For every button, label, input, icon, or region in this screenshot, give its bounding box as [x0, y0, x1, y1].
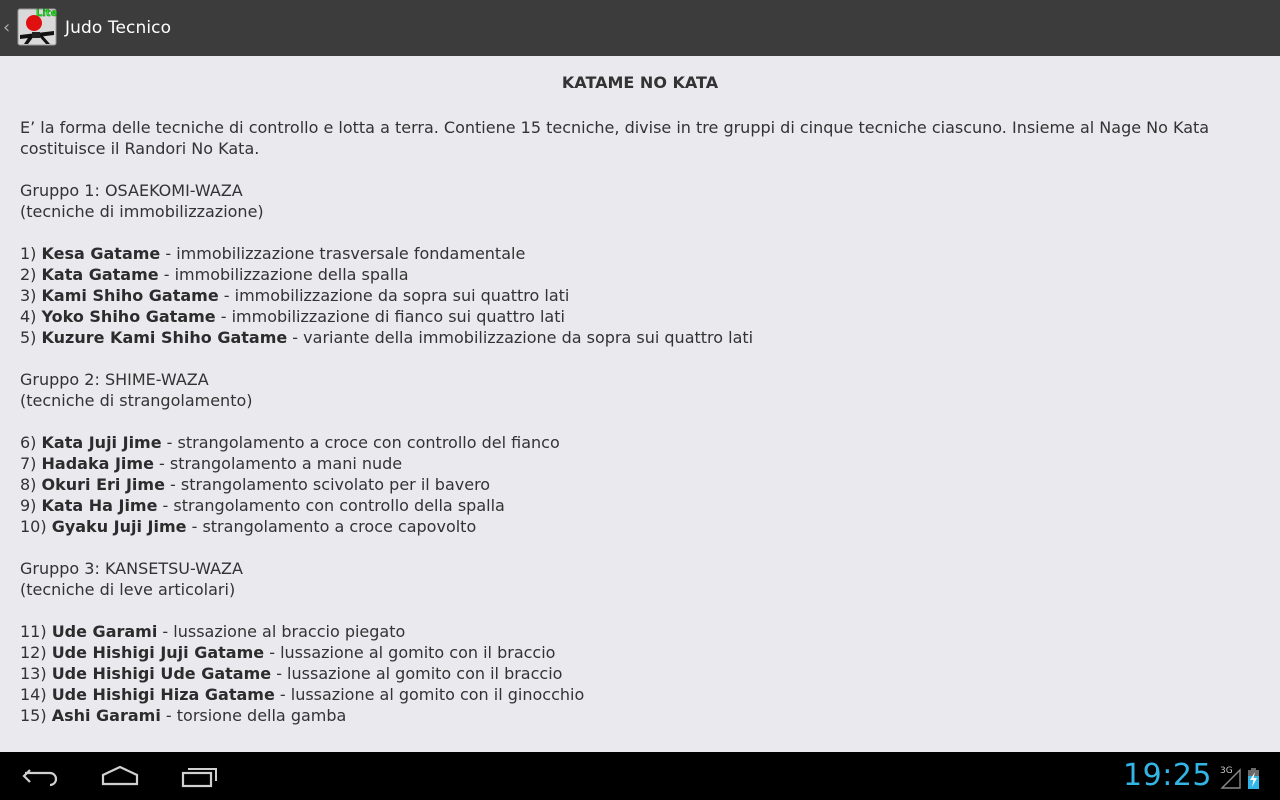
page-title: KATAME NO KATA: [561, 73, 719, 92]
technique-name: Gyaku Juji Jime: [51, 517, 187, 536]
technique-item: 8) Okuri Eri Jime - strangolamento scivolato per il bavero: [20, 475, 491, 494]
technique-item: 9) Kata Ha Jime - strangolamento con controllo della spalla: [20, 496, 505, 515]
up-caret-icon[interactable]: ‹: [3, 17, 11, 38]
technique-item: 3) Kami Shiho Gatame - immobilizzazione da sopra sui quattro lati: [20, 286, 570, 305]
app-title: Judo Tecnico: [65, 18, 172, 38]
intro-paragraph: E’ la forma delle tecniche di controllo e lotta a terra. Contiene 15 tecniche, divise in tre gruppi di cinque tecniche ciascuno. Insieme al Nage No Kata costituisce il Randori No Kata.: [20, 118, 1210, 158]
technique-item: 7) Hadaka Jime - strangolamento a mani nude: [20, 454, 403, 473]
group-2-heading: Gruppo 2: SHIME-WAZA: [20, 370, 209, 389]
back-icon: [20, 764, 60, 788]
technique-name: Yoko Shiho Gatame: [41, 307, 216, 326]
system-nav-bar: [0, 752, 1280, 800]
group-3-subheading: (tecniche di leve articolari): [20, 580, 236, 599]
technique-name: Kami Shiho Gatame: [41, 286, 219, 305]
technique-item: 10) Gyaku Juji Jime - strangolamento a croce capovolto: [20, 517, 477, 536]
technique-item: 1) Kesa Gatame - immobilizzazione trasversale fondamentale: [20, 244, 526, 263]
technique-item: 13) Ude Hishigi Ude Gatame - lussazione al gomito con il braccio: [20, 664, 563, 683]
back-button[interactable]: [10, 760, 70, 792]
technique-item: 15) Ashi Garami - torsione della gamba: [20, 706, 347, 725]
article-body: [20, 117, 1240, 726]
recent-apps-button[interactable]: [170, 760, 230, 792]
technique-name: Okuri Eri Jime: [41, 475, 165, 494]
technique-name: Ude Hishigi Juji Gatame: [51, 643, 265, 662]
technique-name: Kata Ha Jime: [41, 496, 158, 515]
judo-app-icon: [16, 5, 58, 47]
technique-name: Kuzure Kami Shiho Gatame: [41, 328, 288, 347]
action-bar: [0, 0, 1280, 56]
clock[interactable]: 19:25: [1123, 758, 1212, 793]
lite-badge: Lite: [36, 8, 58, 19]
technique-item: 2) Kata Gatame - immobilizzazione della spalla: [20, 265, 409, 284]
technique-name: Hadaka Jime: [41, 454, 154, 473]
technique-item: 6) Kata Juji Jime - strangolamento a croce con controllo del fianco: [20, 433, 560, 452]
group-1-subheading: (tecniche di immobilizzazione): [20, 202, 264, 221]
home-icon: [100, 764, 140, 788]
technique-item: 11) Ude Garami - lussazione al braccio piegato: [20, 622, 406, 641]
status-icons[interactable]: [1218, 762, 1266, 792]
technique-name: Kata Juji Jime: [41, 433, 162, 452]
technique-name: Ude Hishigi Ude Gatame: [51, 664, 272, 683]
group-1-heading: Gruppo 1: OSAEKOMI-WAZA: [20, 181, 243, 200]
technique-name: Ashi Garami: [51, 706, 161, 725]
home-button[interactable]: [90, 760, 150, 792]
technique-item: 5) Kuzure Kami Shiho Gatame - variante della immobilizzazione da sopra sui quattro lati: [20, 328, 754, 347]
app-home-button[interactable]: [16, 5, 58, 47]
technique-item: 12) Ude Hishigi Juji Gatame - lussazione al gomito con il braccio: [20, 643, 556, 662]
technique-name: Ude Hishigi Hiza Gatame: [51, 685, 275, 704]
network-type-label: 3G: [1220, 766, 1233, 776]
group-2-subheading: (tecniche di strangolamento): [20, 391, 253, 410]
group-3-heading: Gruppo 3: KANSETSU-WAZA: [20, 559, 243, 578]
technique-item: 4) Yoko Shiho Gatame - immobilizzazione di fianco sui quattro lati: [20, 307, 565, 326]
technique-name: Kesa Gatame: [41, 244, 161, 263]
content-scroll-area[interactable]: [0, 56, 1280, 752]
technique-item: 14) Ude Hishigi Hiza Gatame - lussazione al gomito con il ginocchio: [20, 685, 585, 704]
signal-battery-icons: [1218, 762, 1266, 792]
recent-apps-icon: [180, 764, 220, 788]
technique-name: Ude Garami: [51, 622, 158, 641]
technique-name: Kata Gatame: [41, 265, 159, 284]
